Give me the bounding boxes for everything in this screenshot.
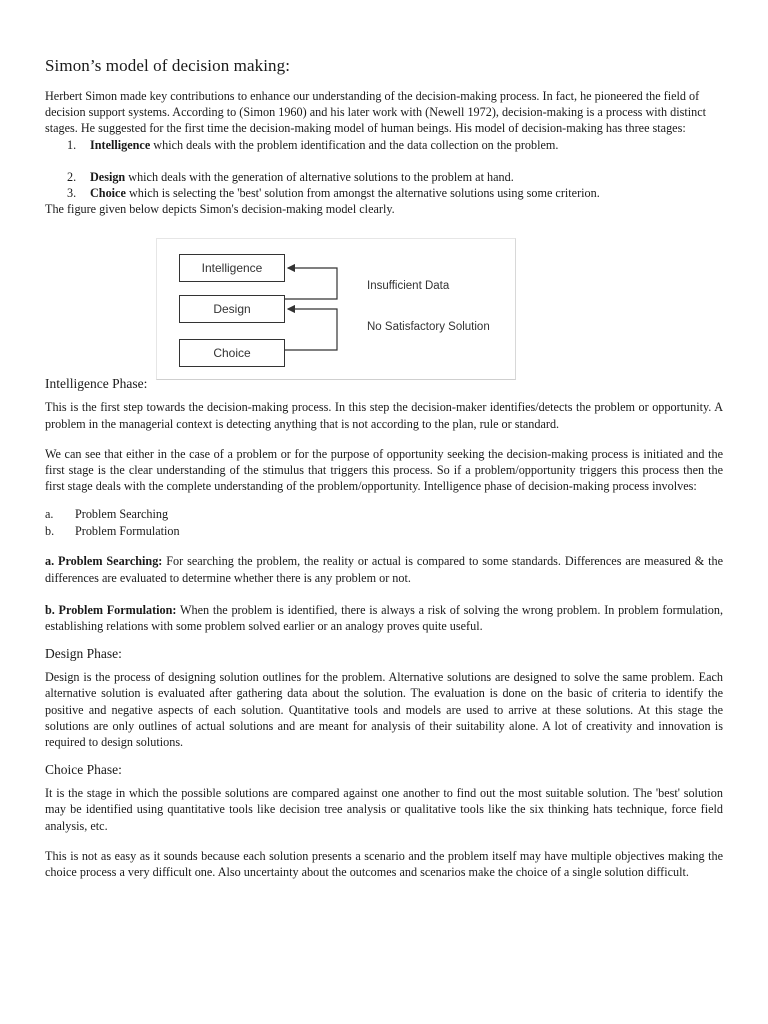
document-body — [45, 56, 723, 880]
design-heading: Design Phase: — [45, 646, 122, 662]
page-title: Simon’s model of decision making: — [45, 56, 291, 75]
simon-model-diagram — [156, 238, 516, 380]
list-item: 1. Intelligence which deals with the problem identification and the data collection on the problem. — [67, 137, 559, 152]
intelligence-list — [45, 506, 723, 539]
no-solution-arrow — [285, 309, 337, 350]
insufficient-data-arrow — [285, 268, 337, 299]
stage-term: Design — [90, 169, 126, 184]
choice-paragraph-2: This is not as easy as it sounds because each solution presents a scenario and the problem itself may have multiple objectives making the choice process a very difficult one. Also uncertainty about the outcomes and scenarios make the choice of a single solution difficult. — [45, 848, 723, 880]
design-box: Design — [179, 295, 285, 323]
intelligence-heading: Intelligence Phase: — [45, 376, 148, 392]
choice-heading: Choice Phase: — [45, 762, 122, 778]
stages-list — [45, 137, 723, 202]
choice-paragraph-1: It is the stage in which the possible solutions are compared against one another to find out the most suitable solution. The 'best' solution may be identified using quantitative tools like decision tree analysis or qualitative tools like the six thinking hats technique, force field analysis, etc. — [45, 786, 723, 833]
stage-term: Intelligence — [90, 137, 151, 152]
choice-box: Choice — [179, 339, 285, 367]
list-item: a. Problem Searching — [45, 507, 169, 522]
intelligence-paragraph-1: This is the first step towards the decision-making process. In this step the decision-maker identifies/detects the problem or opportunity. A problem in the managerial context is detecting anything that is not according to the plan, rule or standard. — [45, 400, 723, 431]
problem-formulation-paragraph: b. Problem Formulation: When the problem is identified, there is always a risk of solving the wrong problem. In problem formulation, establishing relations with some problem solved earlier or an analogy proves quite useful. — [45, 602, 724, 634]
intro-paragraph: Herbert Simon made key contributions to enhance our understanding of the decision-making process. In fact, he pioneered the field of decision support systems. According to (Simon 1960) and his later work with (Newell 1972), decision-making is a process with distinct stages. He suggested for the first time the decision-making model of human beings. His model of decision-making has three stages: — [45, 89, 707, 136]
list-item: 3. Choice which is selecting the 'best' solution from amongst the alternative solutions using some criterion. — [67, 186, 600, 201]
no-satisfactory-solution-label: No Satisfactory Solution — [367, 321, 490, 333]
problem-searching-paragraph: a. Problem Searching: For searching the problem, the reality or actual is compared to some standards. Differences are measured & the differences are evaluated to determine whether there is any problem or not. — [45, 554, 723, 585]
stage-term: Choice — [90, 186, 126, 201]
list-item: 2. Design which deals with the generation of alternative solutions to the problem at hand. — [67, 169, 514, 184]
insufficient-data-label: Insufficient Data — [367, 280, 450, 292]
intelligence-paragraph-2: We can see that either in the case of a problem or for the purpose of opportunity seeking the decision-making process is initiated and the first stage is the clear understanding of the stimulus that triggers this process. So if a problem/opportunity triggers this process then the first stage deals with the complete understanding of the problem/opportunity. Intelligence phase of decision-making process involves: — [45, 446, 723, 494]
figure-caption: The figure given below depicts Simon's decision-making model clearly. — [45, 202, 395, 217]
list-item: b. Problem Formulation — [45, 523, 180, 538]
design-paragraph: Design is the process of designing solution outlines for the problem. Alternative solutions are designed to solve the same problem. Each alternative solution is evaluated after gathering data about the solution. The evaluation is done on the basic of criteria to identify the positive and negative aspects of each solution. Quantitative tools and models are used to arrive at these solutions. At this stage the solutions are only outlines of actual solutions and are meant for analysis of their suitability alone. A lot of creativity and innovation is required to design solutions. — [45, 670, 723, 750]
intelligence-box: Intelligence — [179, 254, 285, 282]
